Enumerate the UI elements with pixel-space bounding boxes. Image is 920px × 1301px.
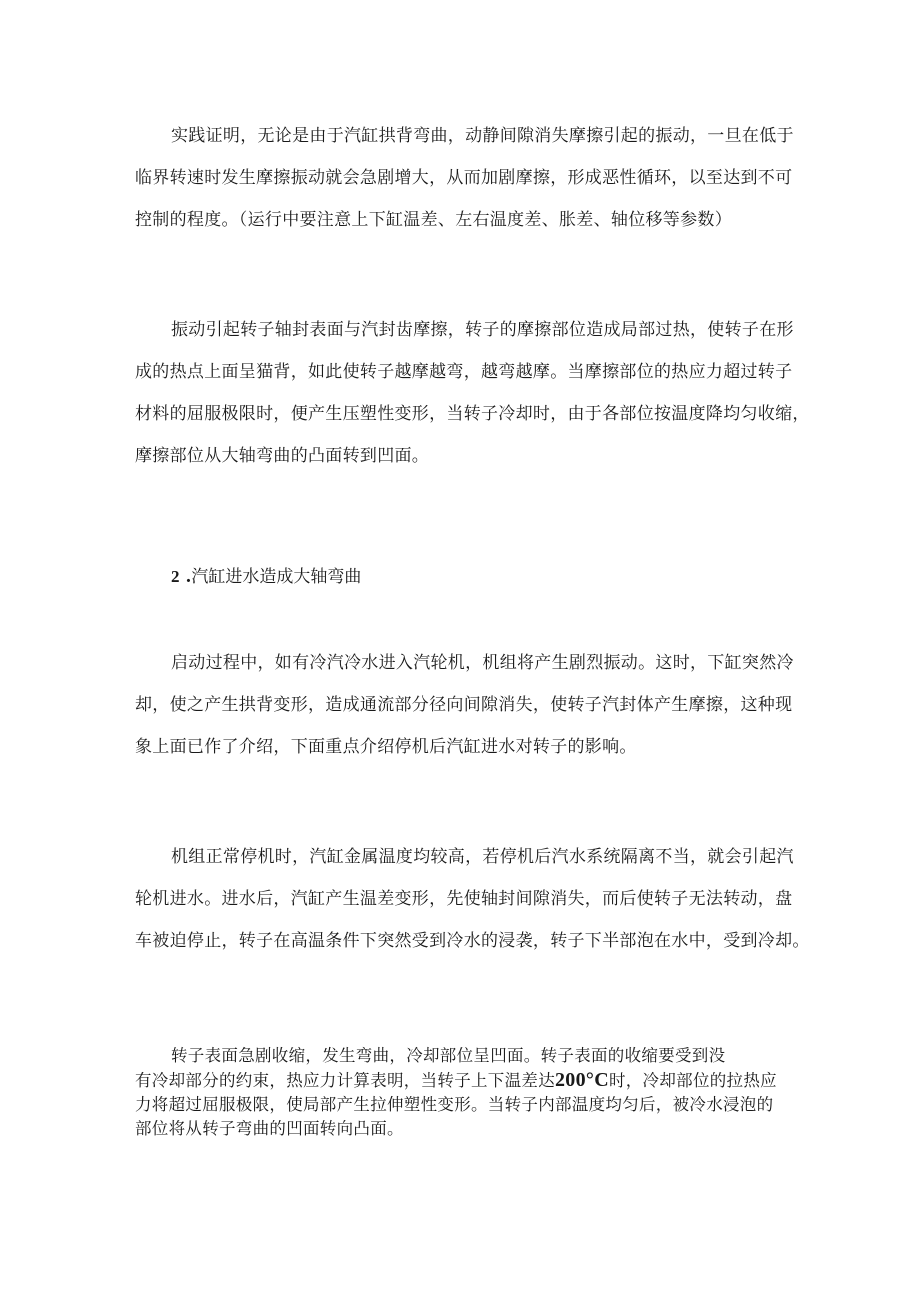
section-heading <box>171 562 361 587</box>
text-segment: 时，冷却部位的拉热应 <box>608 1071 777 1090</box>
text-line: 象上面已作了介绍，下面重点介绍停机后汽缸进水对转子的影响。 <box>135 737 637 757</box>
text-line: 振动引起转子轴封表面与汽封齿摩擦，转子的摩擦部位造成局部过热，使转子在形 <box>171 320 794 340</box>
text-line: 材料的屈服极限时，便产生压塑性变形，当转子冷却时，由于各部位按温度降均匀收缩， <box>135 404 810 424</box>
text-line: 控制的程度。（运行中要注意上下缸温差、左右温度差、胀差、轴位移等参数） <box>135 210 732 230</box>
text-line: 实践证明，无论是由于汽缸拱背弯曲，动静间隙消失摩擦引起的振动，一旦在低于 <box>171 126 794 146</box>
text-line: 力将超过屈服极限，使局部产生拉伸塑性变形。当转子内部温度均匀后，被冷水浸泡的 <box>135 1095 774 1114</box>
text-line: 却，使之产生拱背变形，造成通流部分径向间隙消失，使转子汽封体产生摩擦，这种现 <box>135 695 793 715</box>
section-number: 2 <box>171 567 180 586</box>
text-line: 部位将从转子弯曲的凹面转向凸面。 <box>135 1119 404 1138</box>
text-line: 转子表面急剧收缩，发生弯曲，冷却部位呈凹面。转子表面的收缩要受到没 <box>171 1046 726 1065</box>
text-line: 机组正常停机时，汽缸金属温度均较高，若停机后汽水系统隔离不当，就会引起汽 <box>171 847 794 867</box>
temperature-value: 200°C <box>555 1069 609 1091</box>
text-line: 成的热点上面呈猫背，如此使转子越摩越弯，越弯越摩。当摩擦部位的热应力超过转子 <box>135 362 793 382</box>
text-line: 轮机进水。进水后，汽缸产生温差变形，先使轴封间隙消失，而后使转子无法转动，盘 <box>135 889 793 909</box>
text-segment: 有冷却部分的约束，热应力计算表明，当转子上下温差达 <box>135 1071 555 1090</box>
paragraph-hot-spot <box>135 309 810 477</box>
text-line: 摩擦部位从大轴弯曲的凸面转到凹面。 <box>135 446 430 466</box>
text-line: 临界转速时发生摩擦振动就会急剧增大，从而加剧摩擦，形成恶性循环，以至达到不可 <box>135 168 793 188</box>
section-title: 汽缸进水造成大轴弯曲 <box>191 567 362 587</box>
paragraph-startup-water <box>135 642 795 768</box>
text-line: 车被迫停止，转子在高温条件下突然受到冷水的浸袭，转子下半部泡在水中，受到冷却。 <box>135 931 810 951</box>
section-dot: . <box>185 567 192 587</box>
paragraph-thermal-stress <box>135 1044 795 1141</box>
text-line <box>135 1068 795 1093</box>
paragraph-rubbing-vibration <box>135 115 795 241</box>
text-line: 启动过程中，如有冷汽冷水进入汽轮机，机组将产生剧烈振动。这时，下缸突然冷 <box>171 653 794 673</box>
paragraph-shutdown-water <box>135 836 810 962</box>
